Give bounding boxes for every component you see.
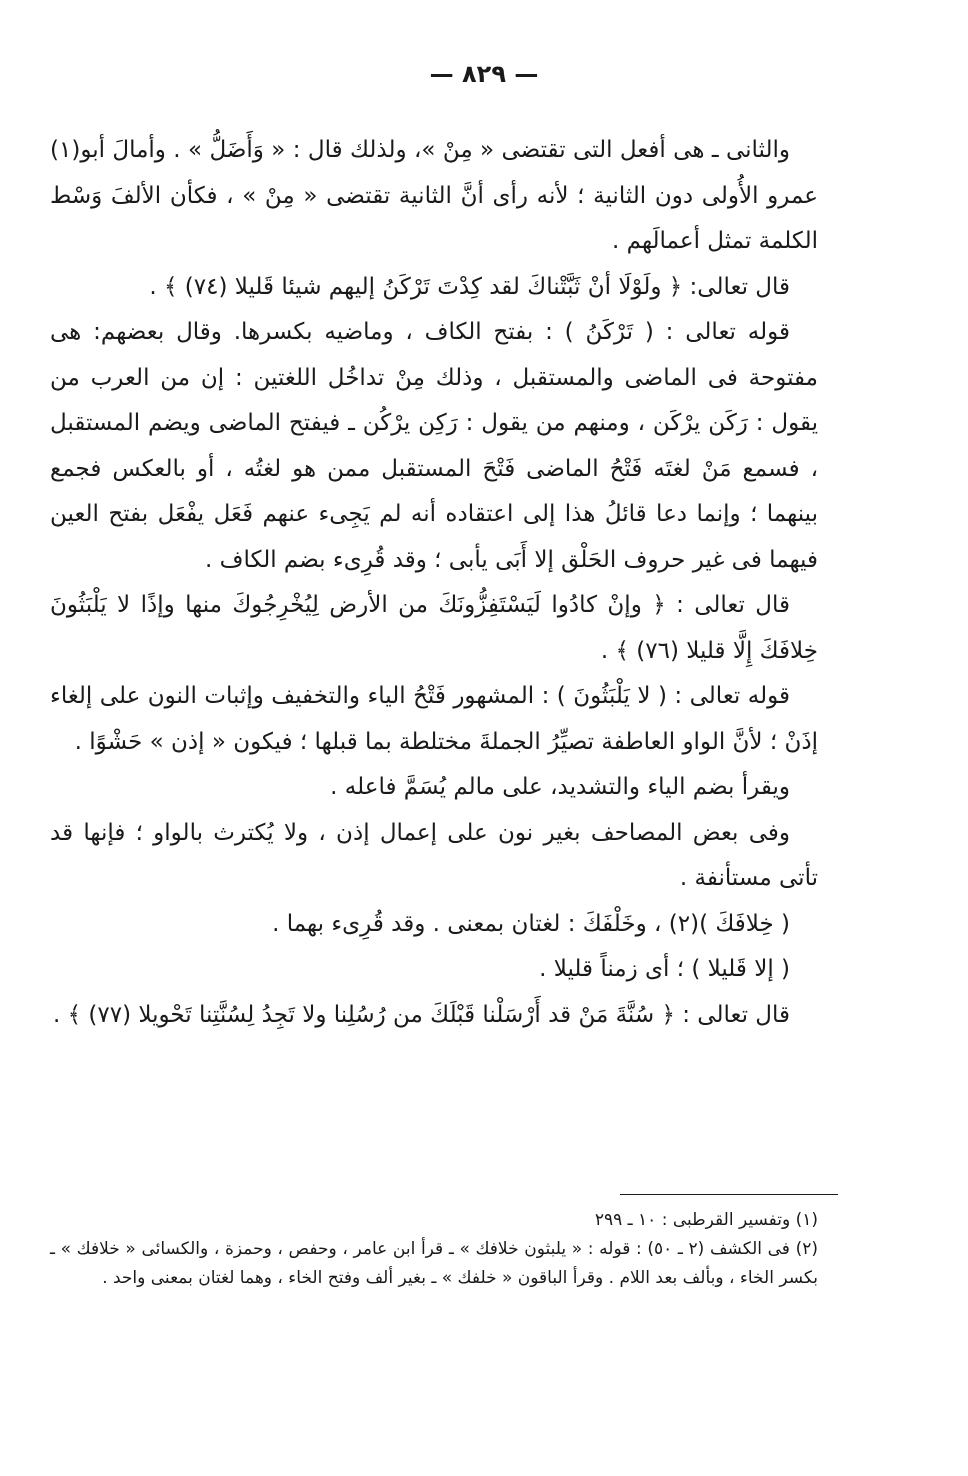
footnotes bbox=[50, 1206, 818, 1293]
footnote-1: (١) وتفسير القرطبى : ١٠ ـ ٢٩٩ bbox=[594, 1210, 818, 1230]
page-number: — ٨٢٩ — bbox=[429, 60, 539, 88]
main-text bbox=[50, 128, 818, 1038]
paragraph-masahif: وفى بعض المصاحف بغير نون على إعمال إذن ، ولا يُكترث بالواو ؛ فإنها قد تأتى مستأنفة . bbox=[50, 819, 818, 891]
paragraph-tarkanu: قوله تعالى : ( تَرْكَنُ ) : بفتح الكاف ، وماضيه بكسرها. وقال بعضهم: هى مفتوحة فى الماضى والمستقبل ، وذلك مِنْ تداخُل اللغتين : إن من العرب من يقول : رَكَن يرْكَن ، ومنهم من يقول : رَكِن يرْكُن ـ فيفتح الماضى ويضم المستقبل ، فسمع مَنْ لغتَه فَتْحُ الماضى فَتْحَ المستقبل ممن هو لغتُه ، أو بالعكس فجمع بينهما ؛ وإنما دعا قائلُ هذا إلى اعتقاده أنه لم يَجِىء عنهم فَعَل يفْعَل بفتح العين فيهما فى غير حروف الحَلْق إلا أَبَى يأبى ؛ وقد قُرِىء بضم الكاف . bbox=[50, 319, 818, 573]
paragraph-qalilan: ( إلا قَليلا ) ؛ أى زمناً قليلا . bbox=[539, 956, 790, 982]
paragraph-imala: والثانى ـ هى أفعل التى تقتضى « مِنْ »، ولذلك قال : « وَأَضَلُّ » . وأمالَ أبو(١) عمرو الأُولى دون الثانية ؛ لأنه رأى أنَّ الثانية تقتضى « مِنْ » ، فكأن الألفَ وَسْط الكلمة تمثل أعمالَهم . bbox=[50, 137, 818, 254]
paragraph-tashdid: ويقرأ بضم الياء والتشديد، على مالم يُسَمَّ فاعله . bbox=[330, 774, 790, 800]
paragraph-khilafak: ( خِلافَكَ )(٢) ، وخَلْفَكَ : لغتان بمعنى . وقد قُرِىء بهما . bbox=[272, 910, 790, 937]
verse-76: قال تعالى : ﴿ وإنْ كادُوا لَيَسْتَفِزُّونَكَ من الأرض لِيُخْرِجُوكَ منها وإذًا لا يَلْبَثُونَ خِلافَكَ إِلَّا قليلا (٧٦) ﴾ . bbox=[50, 592, 818, 664]
verse-77: قال تعالى : ﴿ سُنَّةَ مَنْ قد أَرْسَلْنا قَبْلَكَ من رُسُلِنا ولا تَجِدُ لِسُنَّتِنا تَحْويلا (٧٧) ﴾ . bbox=[53, 1001, 790, 1028]
footnote-divider bbox=[620, 1194, 838, 1195]
footnote-2: (٢) فى الكشف (٢ ـ ٥٠) : قوله : « يلبثون خلافك » ـ قرأ ابن عامر ، وحفص ، وحمزة ، والكسائى « خلافك » ـ بكسر الخاء ، وبألف بعد اللام . وقرأ الباقون « خلفك » ـ بغير ألف وفتح الخاء ، وهما لغتان بمعنى واحد . bbox=[50, 1239, 818, 1288]
verse-74: قال تعالى: ﴿ ولَوْلَا أنْ ثَبَّتْناكَ لقد كِدْتَ تَرْكَنُ إليهم شيئا قَليلا (٧٤) ﴾ . bbox=[149, 273, 790, 300]
paragraph-yalbathuna: قوله تعالى : ( لا يَلْبَثُونَ ) : المشهور فَتْحُ الياء والتخفيف وإثبات النون على إلغاء إذَنْ ؛ لأنَّ الواو العاطفة تصيِّرُ الجملةَ مختلطة بما قبلها ؛ فيكون « إذن » حَشْوًا . bbox=[50, 683, 818, 755]
